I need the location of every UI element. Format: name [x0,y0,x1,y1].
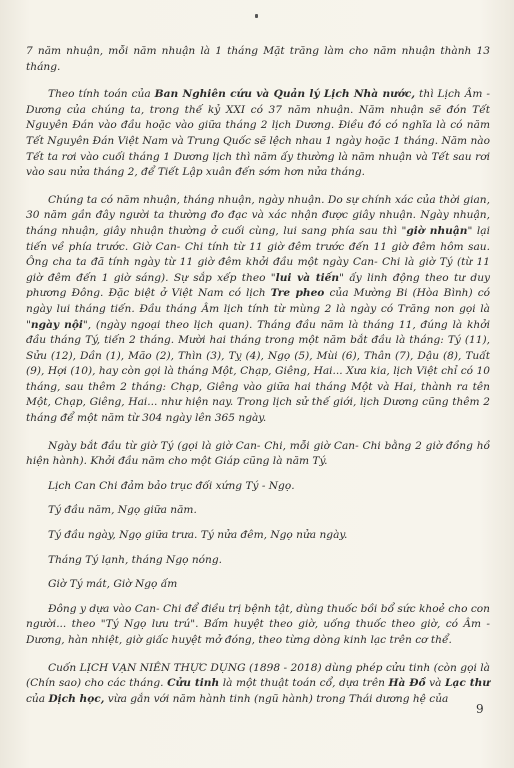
text-run: của Mường Bi (Hòa Bình) có ngày lui tháng tiến. Đầu tháng Âm lịch tính từ mùng 2 là ngày có Trăng non gọi là " [26,287,491,331]
bold-run: Tre pheo [270,287,325,300]
text-run: của [26,692,49,705]
poem-line: Lịch Can Chi đảm bảo trục đối xứng Tý - Ngọ. [48,479,295,492]
poem-line: Tý đầu ngày, Ngọ giữa trưa. Tý nửa đêm, Ngọ nửa ngày. [48,529,348,542]
paragraph-5: Đông y dựa vào Can- Chi để điều trị bệnh tật, dùng thuốc bồi bổ sức khoẻ cho con người... theo "Tý Ngọ lưu trú". Bấm huyệt theo giờ, uống thuốc theo giờ, có Âm -Dương, hàn nhiệt, giờ giấc huyệt mở đóng, theo từng dòng kinh lạc trên cơ thể. [26,602,490,646]
paragraph-2 [26,87,490,181]
text-run: vừa gắn với năm hành tinh (ngũ hành) trong Thái dương hệ của [104,692,449,705]
text-run: ", (ngày ngoại theo lịch quan). Tháng đầu năm là tháng 11, đúng là khởi đầu tháng Tý, tiến 2 tháng. Mười hai tháng trong một năm bắt đầu là tháng: Tý (11), Sửu (12), Dần (1), Mão (2), Thìn (3), Tỵ (4), Ngọ (5), Mùi (6), Thân (7), Dậu (8), Tuất (9), Hợi (10), hay còn gọi là tháng Một, Chạp, Giêng, Hai... Xưa kia, lịch Việt chỉ có 10 tháng, sau thêm 2 tháng: Chạp, Giêng vào giữa hai tháng Một và Hai, thành ra tên Một, Chạp, Giêng, Hai... như hiện nay. Trong lịch sử thế giới, lịch Dương cũng thêm 2 tháng để một năm từ 304 ngày lên 365 ngày. [26,318,490,425]
text-run: Chúng ta có năm nhuận, tháng nhuận, ngày nhuận. Do sự chính xác của thời gian, 30 năm gần đây người ta thường đo đạc và xác nhận được giây nhuận. Ngày nhuận, tháng nhuận, giây nhuận thường ở cuối cùng, lui sang phía sau thì " [26,193,490,237]
bold-run: lui và tiến [275,271,340,284]
text-run: là một thuật toán cổ, dựa trên [219,677,389,690]
paragraph-3 [26,193,490,427]
paragraph-1: 7 năm nhuận, mỗi năm nhuận là 1 tháng Mặt trăng làm cho năm nhuận thành 13 tháng. [26,45,490,73]
page-number: 9 [476,702,484,716]
bold-run: giờ nhuận [406,224,468,237]
text-run: thì Lịch Âm -Dương của chúng ta, trong thế kỷ XXI có 37 năm nhuận. Năm nhuận sẽ đón Tết Nguyên Đán vào đầu hoặc vào giữa tháng 2 lịch Dương. Điều đó có nghĩa là có năm Tết Nguyên Đán Việt Nam và Trung Quốc sẽ lệch nhau 1 ngày hoặc 1 tháng. Năm nào Tết ta rơi vào cuối tháng 1 Dương lịch thì năm ấy thường là năm nhuận và Tết sau rơi vào sau nửa tháng 2, để Tiết Lập xuân đến sớm hơn nửa tháng. [26,88,490,179]
bold-run: ngày nội [30,318,83,331]
print-speck [255,14,258,18]
bold-run: Lạc thư [445,677,491,690]
bold-run: Dịch học, [48,692,105,705]
poem-line: Giờ Tý mát, Giờ Ngọ ấm [48,578,178,591]
paragraph-4: Ngày bắt đầu từ giờ Tý (gọi là giờ Can- Chi, mỗi giờ Can- Chi bằng 2 giờ đồng hồ hiện hành). Khởi đầu năm cho một Giáp cũng là năm Tý. [26,439,490,468]
bold-run: Hà Đồ [388,677,426,690]
poem-line: Tý đầu năm, Ngọ giữa năm. [48,504,197,517]
text-run: " ấy linh động theo tư duy phương Đông. Đặc biệt ở Việt Nam có lịch [26,271,491,300]
paragraph-6 [26,661,490,708]
text-run: Cuốn LỊCH VẠN NIÊN THỰC DỤNG (1898 - 2018) dùng phép cửu tinh (còn gọi là (Chín sao) cho các tháng. [26,661,490,690]
bold-run: Cửu tinh [167,677,220,690]
text-run: và [425,677,446,690]
bold-run: Ban Nghiên cứu và Quản lý Lịch Nhà nước, [154,88,416,101]
poem-line: Tháng Tý lạnh, tháng Ngọ nóng. [48,553,223,566]
body-text [26,44,490,719]
text-run: " lại tiến về phía trước. Giờ Can- Chi tính từ 11 giờ đêm trước đến 11 giờ đêm hôm sau. Ông cha ta đã tính ngày từ 11 giờ đêm khởi đầu một ngày Can- Chi là giờ Tý (từ 11 giờ đêm đến 1 giờ sáng). Sự sắp xếp theo " [26,224,490,284]
text-run: Theo tính toán của [48,88,155,101]
